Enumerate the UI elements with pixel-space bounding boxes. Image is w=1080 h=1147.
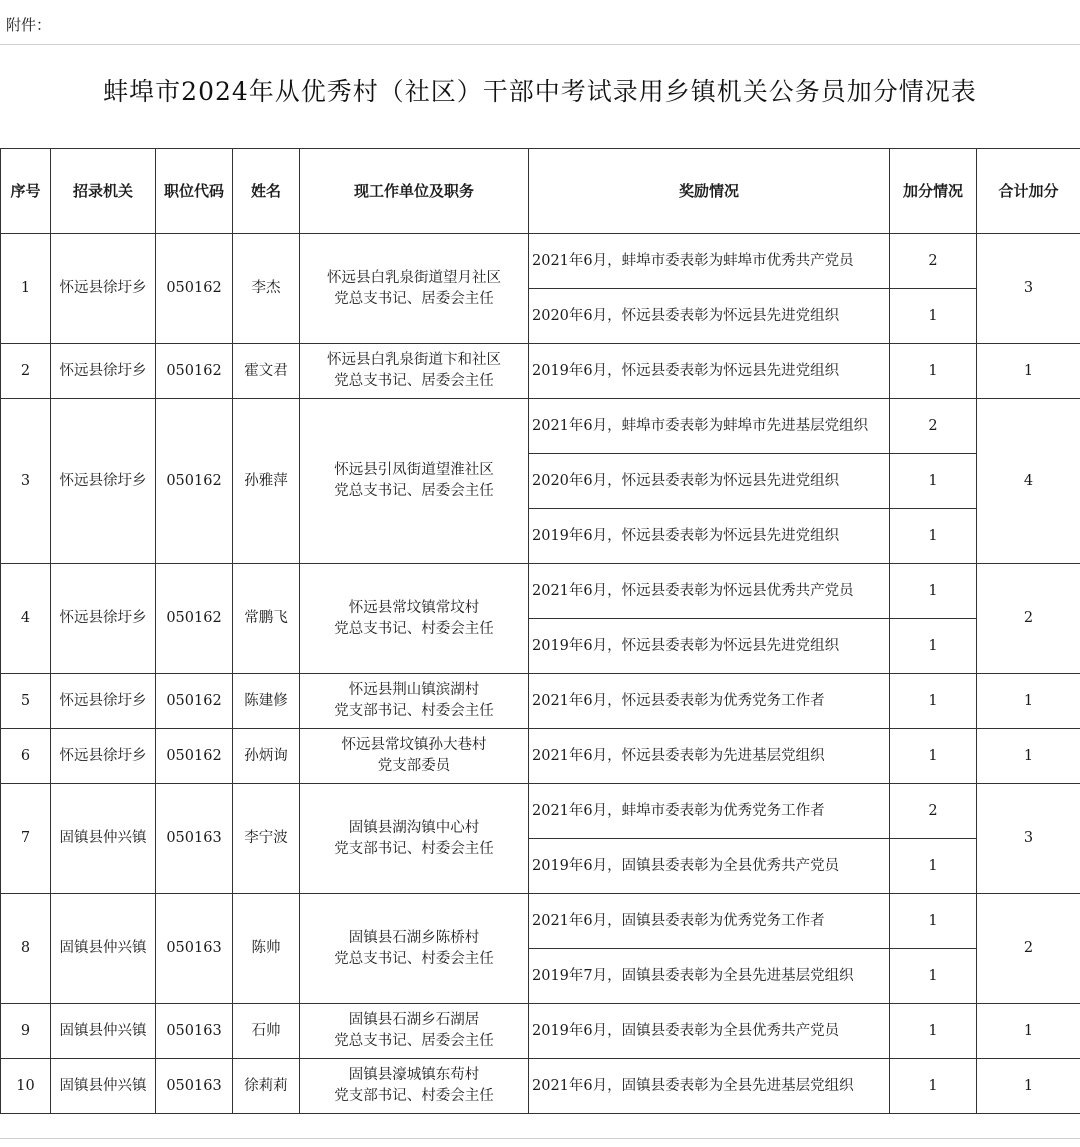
points-cell: 1 — [890, 619, 977, 674]
position-line: 党支部书记、村委会主任 — [334, 703, 494, 719]
unit-line: 怀远县引凤街道望淮社区 — [334, 462, 494, 478]
unit-cell — [300, 1004, 529, 1059]
award-cell: 2021年6月，怀远县委表彰为先进基层党组织 — [529, 729, 890, 784]
award-cell: 2019年6月，怀远县委表彰为怀远县先进党组织 — [529, 619, 890, 674]
header-row — [1, 149, 1080, 234]
table-row — [1, 234, 1080, 289]
table-row — [1, 784, 1080, 839]
name-cell: 陈建修 — [233, 674, 300, 729]
seq-cell: 6 — [1, 729, 51, 784]
position-line: 党总支书记、居委会主任 — [334, 1033, 494, 1049]
seq-cell: 1 — [1, 234, 51, 344]
unit-cell — [300, 1059, 529, 1114]
total-cell: 3 — [977, 784, 1080, 894]
points-cell: 1 — [890, 454, 977, 509]
seq-cell: 10 — [1, 1059, 51, 1114]
award-cell: 2019年6月，固镇县委表彰为全县优秀共产党员 — [529, 839, 890, 894]
total-cell: 1 — [977, 344, 1080, 399]
unit-cell — [300, 674, 529, 729]
code-cell: 050162 — [156, 674, 233, 729]
unit-line: 怀远县荆山镇滨湖村 — [348, 682, 480, 698]
org-cell: 固镇县仲兴镇 — [51, 1004, 156, 1059]
position-line: 党总支书记、居委会主任 — [334, 373, 494, 389]
table-row — [1, 729, 1080, 784]
total-cell: 1 — [977, 1004, 1080, 1059]
total-cell: 4 — [977, 399, 1080, 564]
table-row — [1, 1004, 1080, 1059]
points-cell: 2 — [890, 399, 977, 454]
bottom-divider — [0, 1138, 1080, 1139]
header-code: 职位代码 — [156, 149, 233, 234]
header-total: 合计加分 — [977, 149, 1080, 234]
org-cell: 怀远县徐圩乡 — [51, 344, 156, 399]
table-row — [1, 674, 1080, 729]
name-cell: 石帅 — [233, 1004, 300, 1059]
header-points: 加分情况 — [890, 149, 977, 234]
position-line: 党支部书记、村委会主任 — [334, 840, 494, 857]
award-cell: 2019年6月，怀远县委表彰为怀远县先进党组织 — [529, 344, 890, 399]
unit-line: 怀远县常坟镇孙大巷村 — [341, 737, 487, 753]
attachment-label: 附件： — [6, 16, 52, 34]
name-cell: 李杰 — [233, 234, 300, 344]
position-line: 党总支书记、村委会主任 — [334, 620, 494, 637]
total-cell: 1 — [977, 674, 1080, 729]
points-cell: 1 — [890, 1059, 977, 1114]
award-cell: 2021年6月，蚌埠市委表彰为优秀党务工作者 — [529, 784, 890, 839]
seq-cell: 4 — [1, 564, 51, 674]
award-cell: 2021年6月，蚌埠市委表彰为蚌埠市先进基层党组织 — [529, 399, 890, 454]
award-cell: 2020年6月，怀远县委表彰为怀远县先进党组织 — [529, 454, 890, 509]
unit-cell — [300, 344, 529, 399]
header-name: 姓名 — [233, 149, 300, 234]
seq-cell: 7 — [1, 784, 51, 894]
name-cell: 李宁波 — [233, 784, 300, 894]
award-cell: 2019年6月，固镇县委表彰为全县优秀共产党员 — [529, 1004, 890, 1059]
points-cell: 1 — [890, 729, 977, 784]
code-cell: 050162 — [156, 564, 233, 674]
points-cell: 1 — [890, 1004, 977, 1059]
award-cell: 2019年6月，怀远县委表彰为怀远县先进党组织 — [529, 509, 890, 564]
points-cell: 1 — [890, 894, 977, 949]
table-row — [1, 344, 1080, 399]
name-cell: 孙炳询 — [233, 729, 300, 784]
seq-cell: 2 — [1, 344, 51, 399]
points-cell: 2 — [890, 234, 977, 289]
unit-cell — [300, 894, 529, 1004]
org-cell: 固镇县仲兴镇 — [51, 784, 156, 894]
points-cell: 1 — [890, 289, 977, 344]
unit-line: 固镇县湖沟镇中心村 — [348, 819, 480, 836]
award-cell: 2021年6月，固镇县委表彰为优秀党务工作者 — [529, 894, 890, 949]
bonus-points-table — [0, 148, 1080, 1114]
org-cell: 固镇县仲兴镇 — [51, 894, 156, 1004]
unit-cell — [300, 234, 529, 344]
org-cell: 怀远县徐圩乡 — [51, 234, 156, 344]
code-cell: 050162 — [156, 344, 233, 399]
points-cell: 1 — [890, 509, 977, 564]
org-cell: 固镇县仲兴镇 — [51, 1059, 156, 1114]
header-unit: 现工作单位及职务 — [300, 149, 529, 234]
unit-line: 怀远县常坟镇常坟村 — [348, 599, 480, 616]
name-cell: 霍文君 — [233, 344, 300, 399]
name-cell: 徐莉莉 — [233, 1059, 300, 1114]
total-cell: 3 — [977, 234, 1080, 344]
unit-cell — [300, 729, 529, 784]
position-line: 党总支书记、村委会主任 — [334, 950, 494, 967]
unit-cell — [300, 784, 529, 894]
code-cell: 050163 — [156, 1004, 233, 1059]
name-cell: 常鹏飞 — [233, 564, 300, 674]
table-row — [1, 399, 1080, 454]
award-cell: 2021年6月，固镇县委表彰为全县先进基层党组织 — [529, 1059, 890, 1114]
code-cell: 050162 — [156, 234, 233, 344]
points-cell: 1 — [890, 344, 977, 399]
total-cell: 2 — [977, 894, 1080, 1004]
seq-cell: 3 — [1, 399, 51, 564]
unit-cell — [300, 399, 529, 564]
table-row — [1, 894, 1080, 949]
name-cell: 陈帅 — [233, 894, 300, 1004]
points-cell: 1 — [890, 839, 977, 894]
table-body — [1, 234, 1080, 1114]
table-row — [1, 564, 1080, 619]
unit-line: 固镇县石湖乡石湖居 — [348, 1012, 480, 1028]
total-cell: 1 — [977, 1059, 1080, 1114]
award-cell: 2019年7月，固镇县委表彰为全县先进基层党组织 — [529, 949, 890, 1004]
header-seq: 序号 — [1, 149, 51, 234]
total-cell: 1 — [977, 729, 1080, 784]
award-cell: 2021年6月，怀远县委表彰为优秀党务工作者 — [529, 674, 890, 729]
code-cell: 050163 — [156, 1059, 233, 1114]
org-cell: 怀远县徐圩乡 — [51, 564, 156, 674]
org-cell: 怀远县徐圩乡 — [51, 729, 156, 784]
code-cell: 050163 — [156, 894, 233, 1004]
points-cell: 1 — [890, 674, 977, 729]
seq-cell: 9 — [1, 1004, 51, 1059]
org-cell: 怀远县徐圩乡 — [51, 674, 156, 729]
position-line: 党支部委员 — [377, 758, 451, 774]
org-cell: 怀远县徐圩乡 — [51, 399, 156, 564]
award-cell: 2021年6月，蚌埠市委表彰为蚌埠市优秀共产党员 — [529, 234, 890, 289]
header-org: 招录机关 — [51, 149, 156, 234]
table-row — [1, 1059, 1080, 1114]
position-line: 党总支书记、居委会主任 — [334, 290, 494, 307]
position-line: 党支部书记、村委会主任 — [334, 1088, 494, 1104]
unit-line: 固镇县濠城镇东苟村 — [348, 1067, 480, 1083]
position-line: 党总支书记、居委会主任 — [334, 483, 494, 499]
code-cell: 050162 — [156, 729, 233, 784]
top-divider — [0, 44, 1080, 45]
document-title: 蚌埠市2024年从优秀村（社区）干部中考试录用乡镇机关公务员加分情况表 — [103, 77, 977, 106]
unit-line: 固镇县石湖乡陈桥村 — [348, 929, 480, 946]
name-cell: 孙雅萍 — [233, 399, 300, 564]
points-cell: 2 — [890, 784, 977, 839]
seq-cell: 8 — [1, 894, 51, 1004]
unit-line: 怀远县白乳泉街道望月社区 — [327, 269, 501, 286]
points-cell: 1 — [890, 564, 977, 619]
total-cell: 2 — [977, 564, 1080, 674]
award-cell: 2020年6月，怀远县委表彰为怀远县先进党组织 — [529, 289, 890, 344]
points-cell: 1 — [890, 949, 977, 1004]
award-cell: 2021年6月，怀远县委表彰为怀远县优秀共产党员 — [529, 564, 890, 619]
header-award: 奖励情况 — [529, 149, 890, 234]
code-cell: 050163 — [156, 784, 233, 894]
unit-cell — [300, 564, 529, 674]
seq-cell: 5 — [1, 674, 51, 729]
unit-line: 怀远县白乳泉街道卞和社区 — [327, 352, 501, 368]
code-cell: 050162 — [156, 399, 233, 564]
